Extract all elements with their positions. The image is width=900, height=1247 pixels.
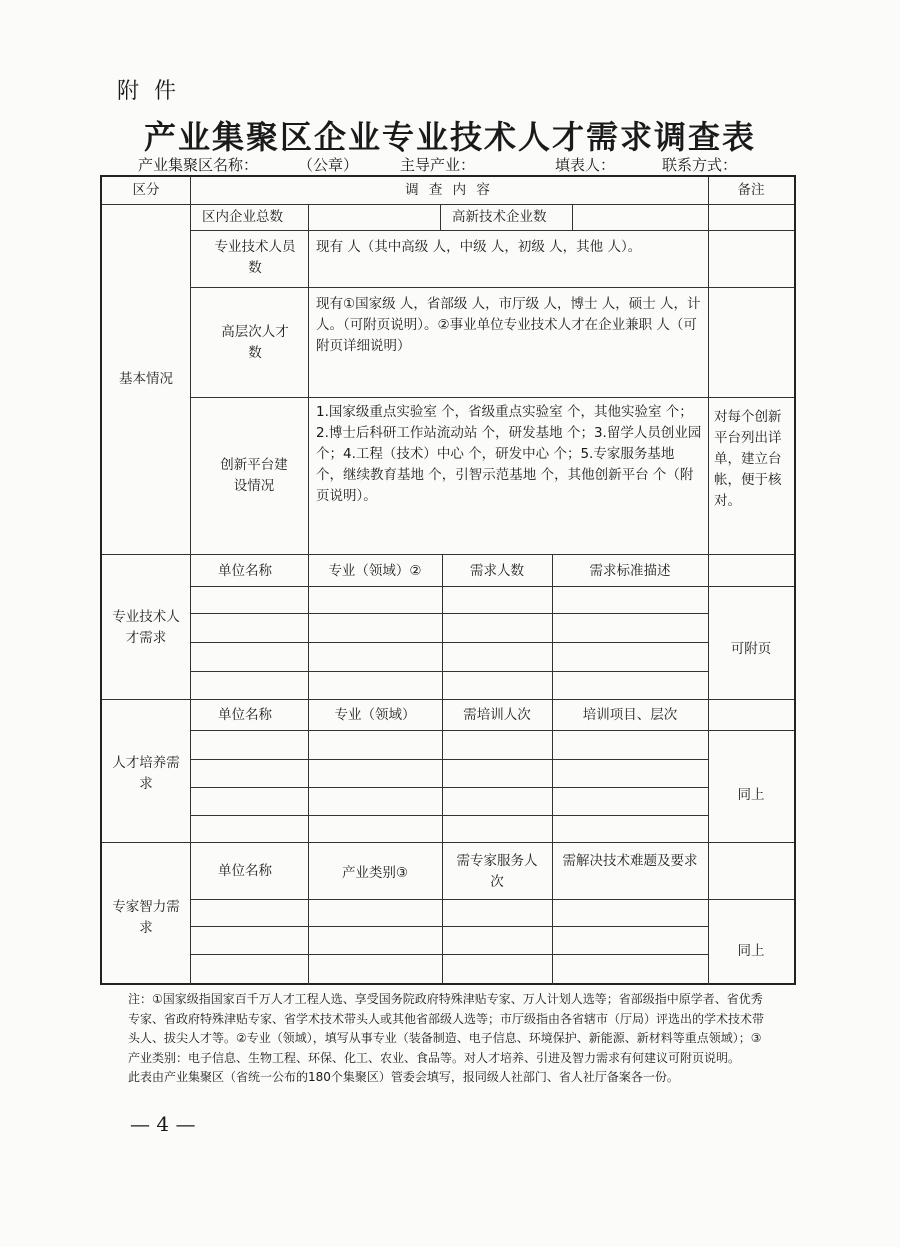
basic-info-label: 基本情况 <box>119 371 173 387</box>
page-number: — 4 — <box>130 1112 196 1136</box>
demand-remark: 可附页 <box>730 641 772 657</box>
demand-col-standard: 需求标准描述 <box>589 563 671 579</box>
industry-field: 主导产业： <box>400 156 476 174</box>
col-remark-header: 备注 <box>737 182 765 198</box>
zone-name-field: 产业集聚区名称： <box>138 156 259 174</box>
training-col-unit: 单位名称 <box>218 707 272 723</box>
innovation-platform-label: 创新平台建设情况 <box>220 457 288 494</box>
talent-demand-label: 专业技术人才需求 <box>112 609 180 646</box>
page-title: 产业集聚区企业专业技术人才需求调查表 <box>143 118 756 156</box>
expert-demand-label: 专家智力需求 <box>112 899 180 936</box>
training-col-project: 培训项目、层次 <box>582 707 678 723</box>
hightech-enterprises-label: 高新技术企业数 <box>452 209 547 225</box>
expert-col-unit: 单位名称 <box>218 863 272 879</box>
footnotes <box>128 990 773 1088</box>
demand-col-major: 专业（领域）② <box>328 563 422 579</box>
footnote-definitions: 注：①国家级指国家百千万人才工程人选、享受国务院政府特殊津贴专家、万人计划人选等；省部级指中原学者、省优秀专家、省政府特殊津贴专家、省学术技术带头人或其他省部级人选等；市厅级指由各省辖市（厅局）评选出的学术技术带头人、拔尖人才等。②专业（领域），填写从事专业（装备制造、电子信息、环境保护、新能源、新材料等重点领域）；③产业类别：电子信息、生物工程、环保、化工、农业、食品等。对人才培养、引进及智力需求有何建议可附页说明。 <box>128 992 765 1065</box>
expert-col-count: 需专家服务人次 <box>456 853 538 890</box>
high-level-label: 高层次人才数 <box>221 324 289 361</box>
footnote-submission: 此表由产业集聚区（省统一公布的180个集聚区）管委会填写，报同级人社部门、省人社厅备案各一份。 <box>128 1070 679 1084</box>
col-zone-header: 区分 <box>132 182 160 198</box>
demand-col-count: 需求人数 <box>470 563 524 579</box>
attachment-label: 附 件 <box>117 79 180 104</box>
total-enterprises-label: 区内企业总数 <box>202 209 283 225</box>
expert-col-problem: 需解决技术难题及要求 <box>562 853 698 869</box>
high-level-text: 现有①国家级 人，省部级 人，市厅级 人，博士 人，硕士 人，计 人。（可附页说明）。②事业单位专业技术人才在企业兼职 人（可附页详细说明） <box>316 296 701 354</box>
training-col-count: 需培训人次 <box>463 707 531 723</box>
col-content-header: 调 查 内 容 <box>405 182 493 198</box>
prof-staff-text: 现有 人（其中高级 人，中级 人，初级 人，其他 人）。 <box>316 239 642 255</box>
training-demand-label: 人才培养需求 <box>112 755 180 792</box>
training-col-major: 专业（领域） <box>334 707 416 723</box>
filler-field: 填表人： <box>555 156 616 174</box>
training-remark: 同上 <box>737 787 765 803</box>
demand-col-unit: 单位名称 <box>218 563 272 579</box>
survey-table <box>100 175 796 985</box>
platform-remark: 对每个创新平台列出详单，建立台帐，便于核对。 <box>714 409 782 509</box>
innovation-platform-text: 1.国家级重点实验室 个，省级重点实验室 个，其他实验室 个；2.博士后科研工作站流动站 个，研发基地 个；3.留学人员创业园 个；4.工程（技术）中心 个，研发中心 个；5.专家服务基地 个，继续教育基地 个，引智示范基地 个，其他创新平台 个（附页说明）。 <box>316 404 702 504</box>
seal-label: （公章） <box>298 156 359 174</box>
prof-staff-label: 专业技术人员数 <box>214 239 296 276</box>
contact-field: 联系方式： <box>662 156 738 174</box>
expert-remark: 同上 <box>737 943 765 959</box>
expert-col-industry: 产业类别③ <box>341 865 409 881</box>
